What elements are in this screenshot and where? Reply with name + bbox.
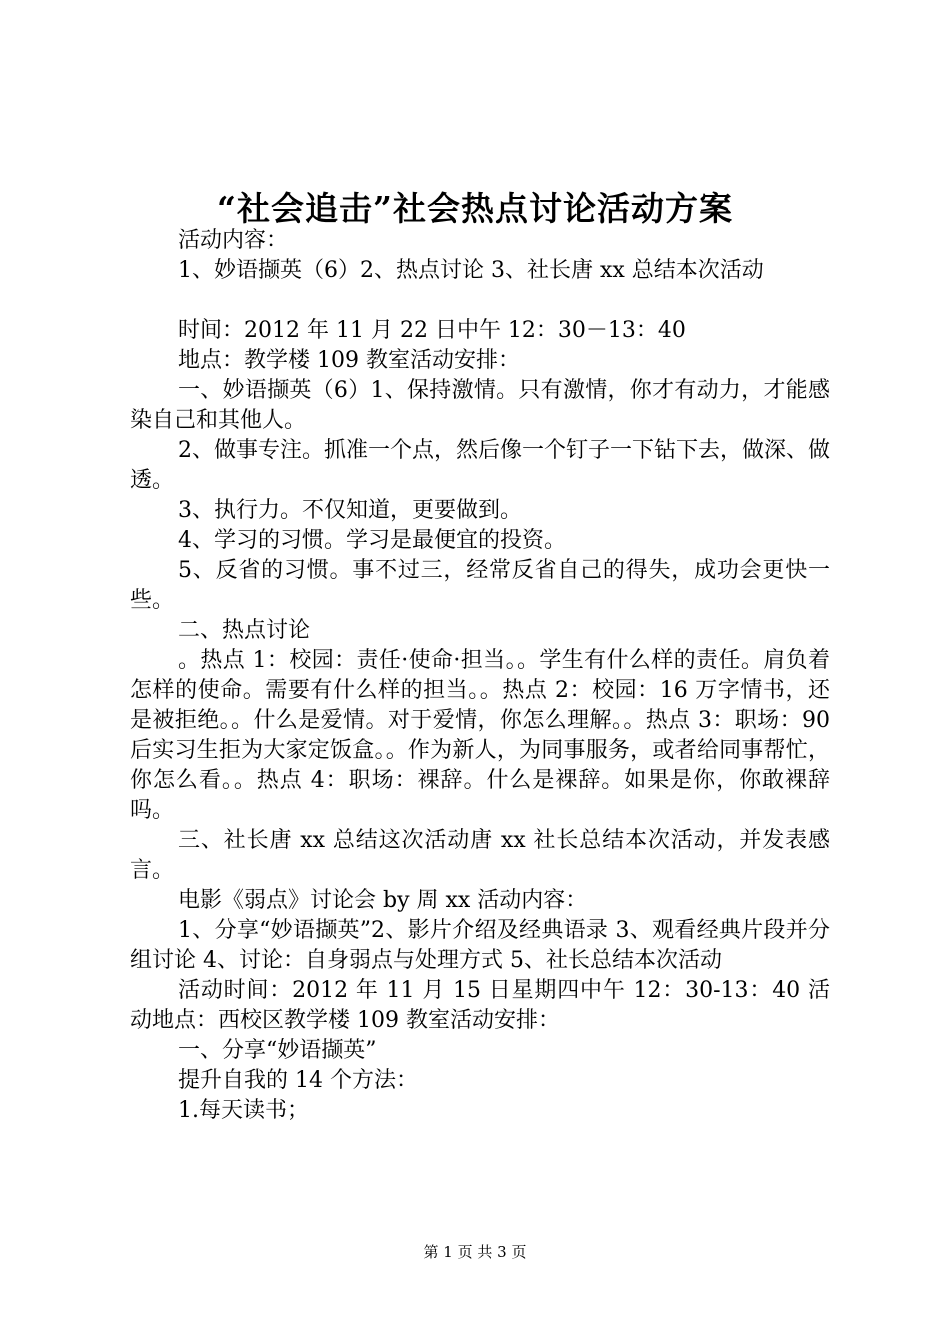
paragraph-item-2: 2、做事专注。抓准一个点，然后像一个钉子一下钻下去，做深、做透。: [130, 438, 830, 493]
paragraph-movie-time-location: 活动时间：2012 年 11 月 15 日星期四中午 12：30-13：40 活动地点：西校区教学楼 109 教室活动安排：: [130, 978, 830, 1033]
paragraph-hot-topics: 。热点 1：校园：责任·使命·担当。。学生有什么样的责任。肩负着怎样的使命。需要有什么样的担当。。热点 2：校园：16 万字情书，还是被拒绝。。什么是爱情。对于爱情，你怎么理解。。热点 3：职场：90 后实习生拒为大家定饭盒。。作为新人，为同事服务，或者给同事帮忙，你怎么看。。热点 4：职场：裸辞。什么是裸辞。如果是你，你敢裸辞吗。: [130, 648, 830, 823]
paragraph-location: 地点：教学楼 109 教室活动安排：: [178, 348, 520, 373]
paragraph-item-4: 4、学习的习惯。学习是最便宜的投资。: [178, 528, 566, 553]
page-footer: 第 1 页 共 3 页: [423, 1243, 527, 1261]
paragraph-activity-list: 1、妙语撷英（6）2、热点讨论 3、社长唐 xx 总结本次活动: [178, 258, 764, 283]
paragraph-gap: [130, 286, 830, 316]
paragraph-item-3: 3、执行力。不仅知道，更要做到。: [178, 498, 522, 523]
document-body: [130, 226, 830, 1126]
paragraph-share-section: 一、分享“妙语撷英”: [178, 1038, 377, 1063]
paragraph-movie-agenda: 1、分享“妙语撷英”2、影片介绍及经典语录 3、观看经典片段并分组讨论 4、讨论：自身弱点与处理方式 5、社长总结本次活动: [130, 918, 830, 973]
paragraph-item-5: 5、反省的习惯。事不过三，经常反省自己的得失，成功会更快一些。: [130, 558, 830, 613]
paragraph-time: 时间：2012 年 11 月 22 日中午 12：30－13：40: [178, 318, 686, 343]
document-title: “社会追击”社会热点讨论活动方案: [217, 189, 733, 228]
paragraph-methods-heading: 提升自我的 14 个方法：: [178, 1068, 418, 1093]
paragraph-method-1: 1.每天读书；: [178, 1098, 309, 1123]
paragraph-section-three: 三、社长唐 xx 总结这次活动唐 xx 社长总结本次活动，并发表感言。: [130, 828, 830, 883]
paragraph-section-two: 二、热点讨论: [178, 618, 311, 643]
paragraph-activity-content: 活动内容：: [178, 228, 289, 253]
paragraph-movie-event: 电影《弱点》讨论会 by 周 xx 活动内容：: [178, 888, 588, 913]
paragraph-section-one: 一、妙语撷英（6）1、保持激情。只有激情，你才有动力，才能感染自己和其他人。: [130, 378, 830, 433]
